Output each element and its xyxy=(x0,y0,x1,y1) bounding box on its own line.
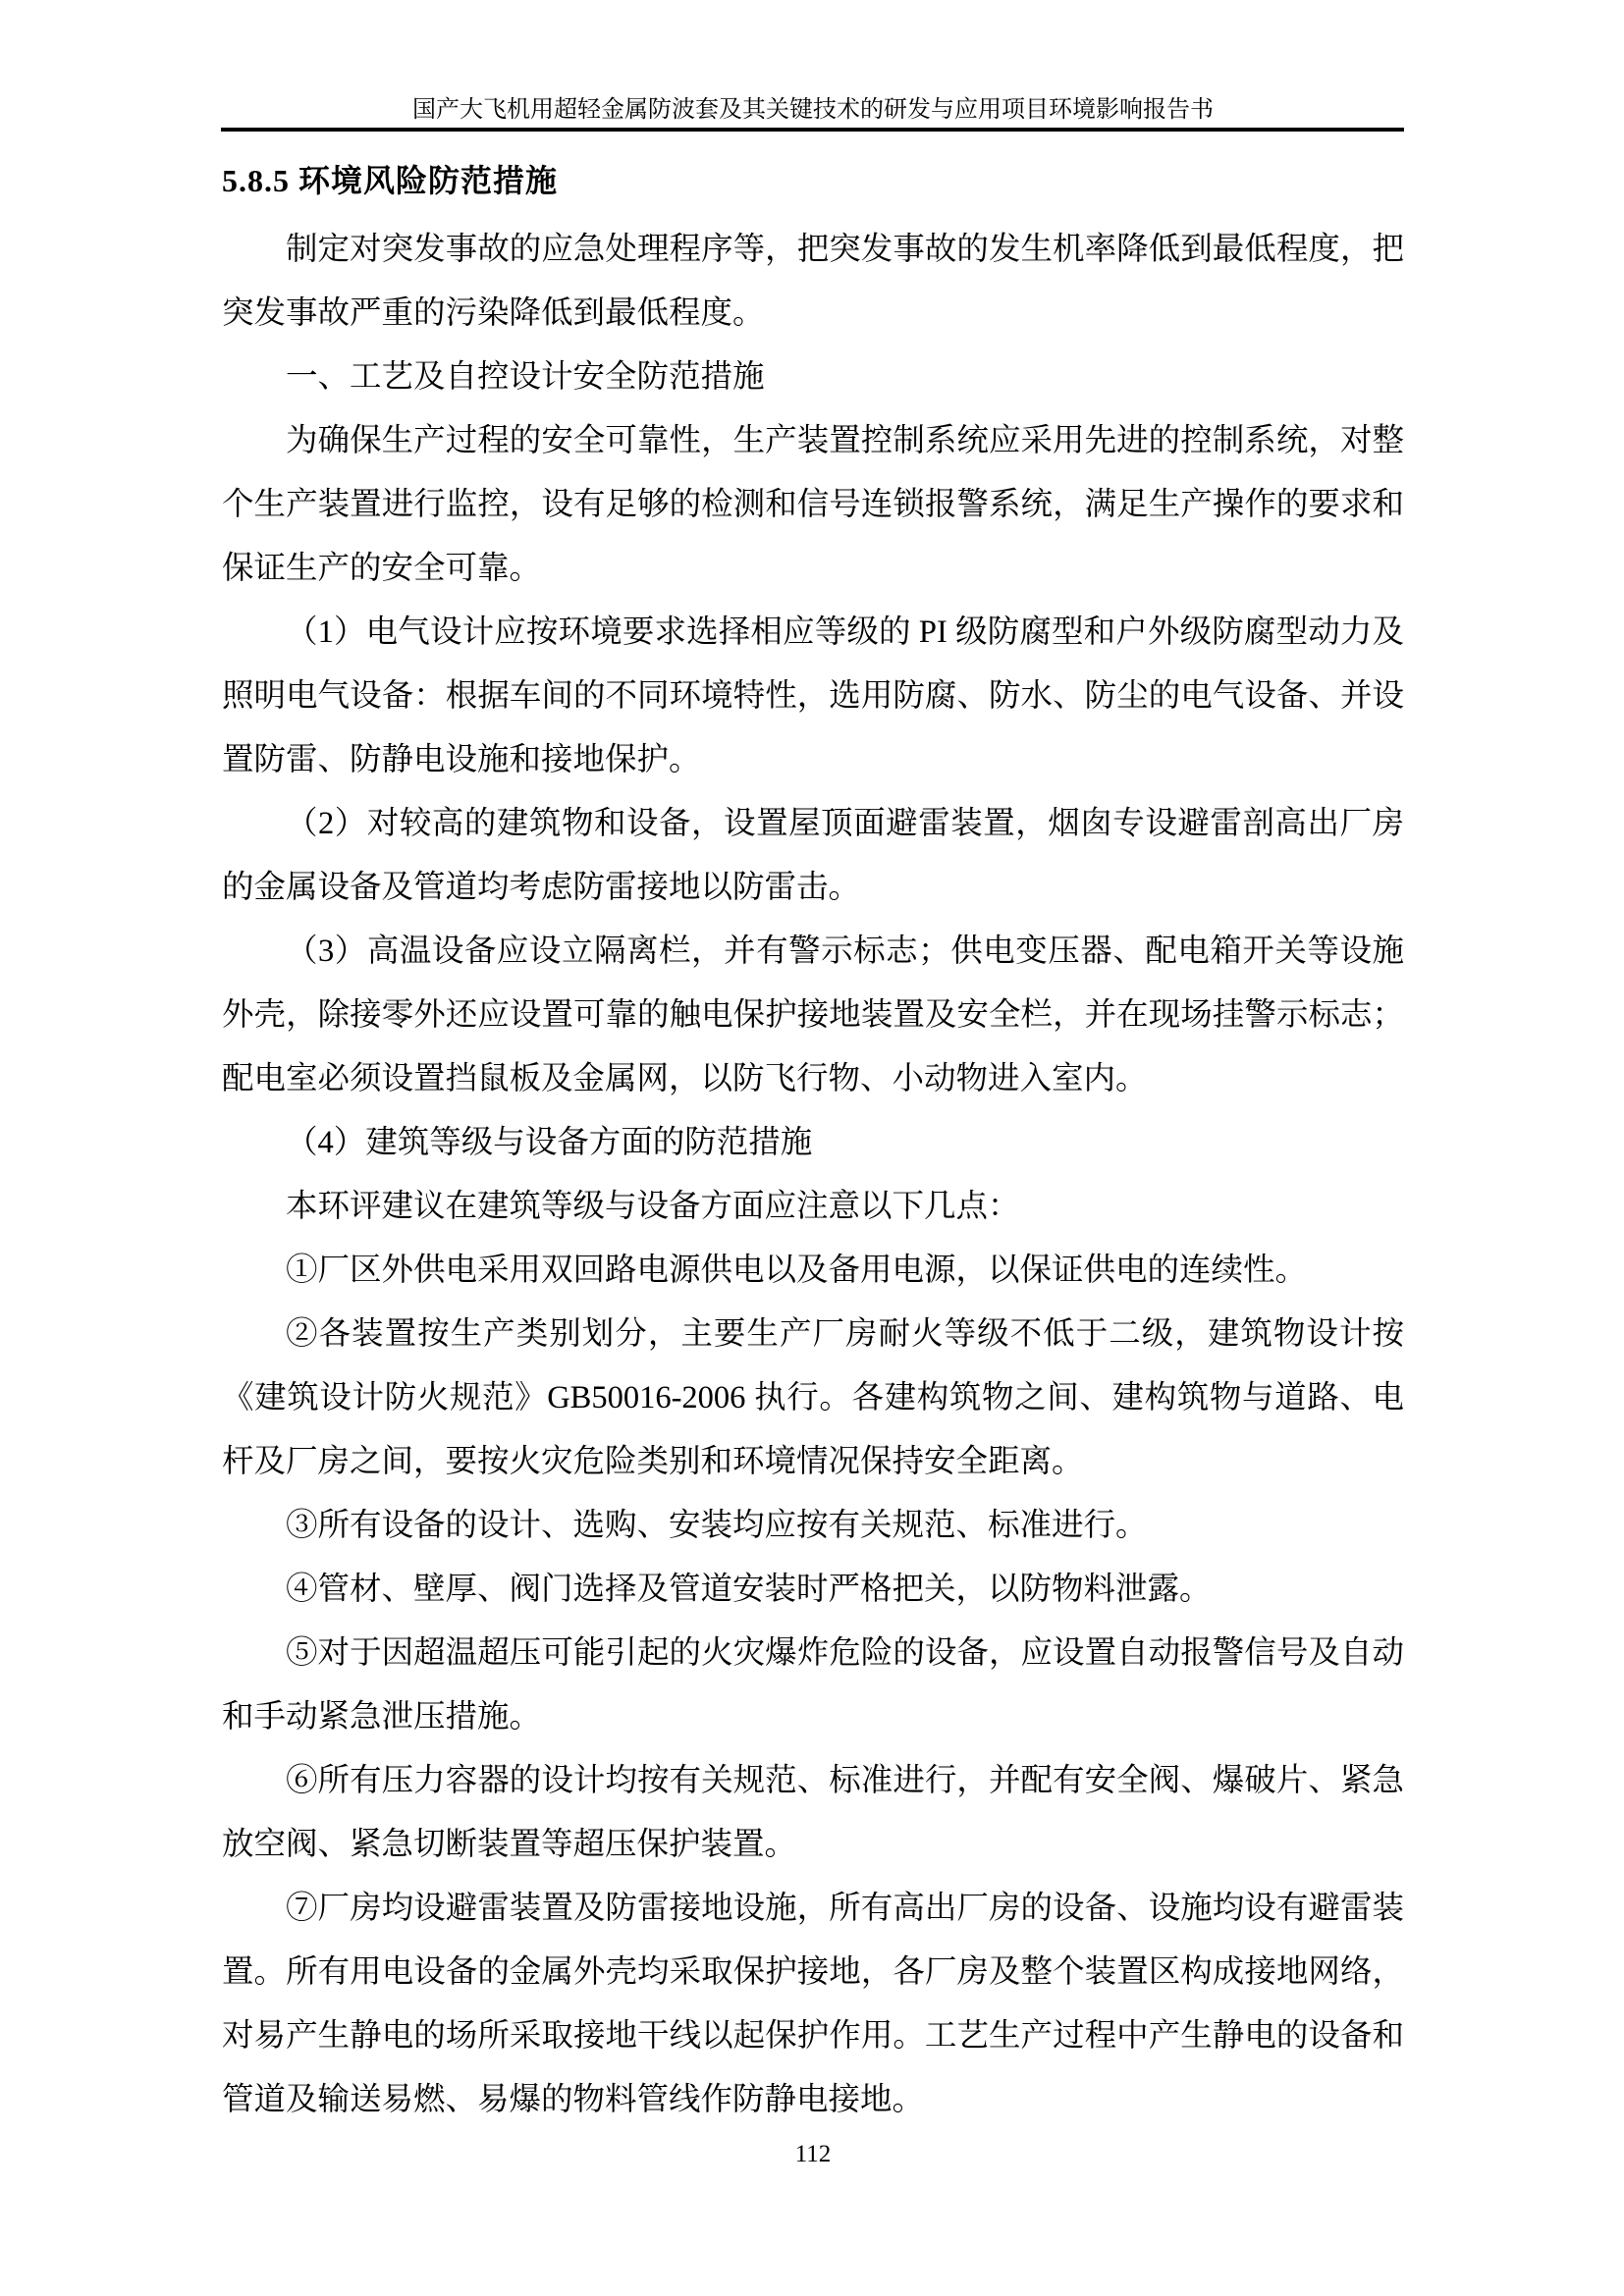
page-header-title: 国产大飞机用超轻金属防波套及其关键技术的研发与应用项目环境影响报告书 xyxy=(412,97,1214,123)
header-divider xyxy=(221,128,1404,132)
paragraph: 本环评建议在建筑等级与设备方面应注意以下几点： xyxy=(286,1189,1020,1224)
page-number: 112 xyxy=(794,2141,832,2167)
paragraph: ⑤对于因超温超压可能引起的火灾爆炸危险的设备，应设置自动报警信号及自动和手动紧急泄压措施。 xyxy=(222,1635,1404,1735)
document-body xyxy=(222,157,1404,2132)
paragraph: 一、工艺及自控设计安全防范措施 xyxy=(286,359,765,395)
paragraph: （1）电气设计应按环境要求选择相应等级的 PI 级防腐型和户外级防腐型动力及照明电气设备：根据车间的不同环境特性，选用防腐、防水、防尘的电气设备、并设置防雷、防静电设施和接地保护。 xyxy=(222,614,1404,777)
paragraph: ④管材、壁厚、阀门选择及管道安装时严格把关，以防物料泄露。 xyxy=(286,1572,1212,1607)
paragraph: 为确保生产过程的安全可靠性，生产装置控制系统应采用先进的控制系统，对整个生产装置进行监控，设有足够的检测和信号连锁报警系统，满足生产操作的要求和保证生产的安全可靠。 xyxy=(222,423,1404,586)
paragraph: （2）对较高的建筑物和设备，设置屋顶面避雷装置，烟囱专设避雷剖高出厂房的金属设备及管道均考虑防雷接地以防雷击。 xyxy=(222,806,1404,905)
paragraph: ①厂区外供电采用双回路电源供电以及备用电源，以保证供电的连续性。 xyxy=(286,1253,1308,1288)
section-heading: 5.8.5 环境风险防范措施 xyxy=(222,163,559,198)
paragraph: 制定对突发事故的应急处理程序等，把突发事故的发生机率降低到最低程度，把突发事故严重的污染降低到最低程度。 xyxy=(222,232,1404,331)
paragraph: ⑦厂房均设避雷装置及防雷接地设施，所有高出厂房的设备、设施均设有避雷装置。所有用电设备的金属外壳均采取保护接地，各厂房及整个装置区构成接地网络，对易产生静电的场所采取接地干线以起保护作用。工艺生产过程中产生静电的设备和管道及输送易燃、易爆的物料管线作防静电接地。 xyxy=(222,1891,1404,2117)
paragraph: （4）建筑等级与设备方面的防范措施 xyxy=(286,1125,813,1160)
paragraph: ②各装置按生产类别划分，主要生产厂房耐火等级不低于二级，建筑物设计按《建筑设计防火规范》GB50016-2006 执行。各建构筑物之间、建构筑物与道路、电杆及厂房之间，要按火灾危险类别和环境情况保持安全距离。 xyxy=(222,1316,1404,1479)
paragraph: ③所有设备的设计、选购、安装均应按有关规范、标准进行。 xyxy=(286,1508,1148,1543)
paragraph: （3）高温设备应设立隔离栏，并有警示标志；供电变压器、配电箱开关等设施外壳，除接零外还应设置可靠的触电保护接地装置及安全栏，并在现场挂警示标志；配电室必须设置挡鼠板及金属网，以防飞行物、小动物进入室内。 xyxy=(222,934,1404,1096)
paragraph: ⑥所有压力容器的设计均按有关规范、标准进行，并配有安全阀、爆破片、紧急放空阀、紧急切断装置等超压保护装置。 xyxy=(222,1763,1404,1862)
